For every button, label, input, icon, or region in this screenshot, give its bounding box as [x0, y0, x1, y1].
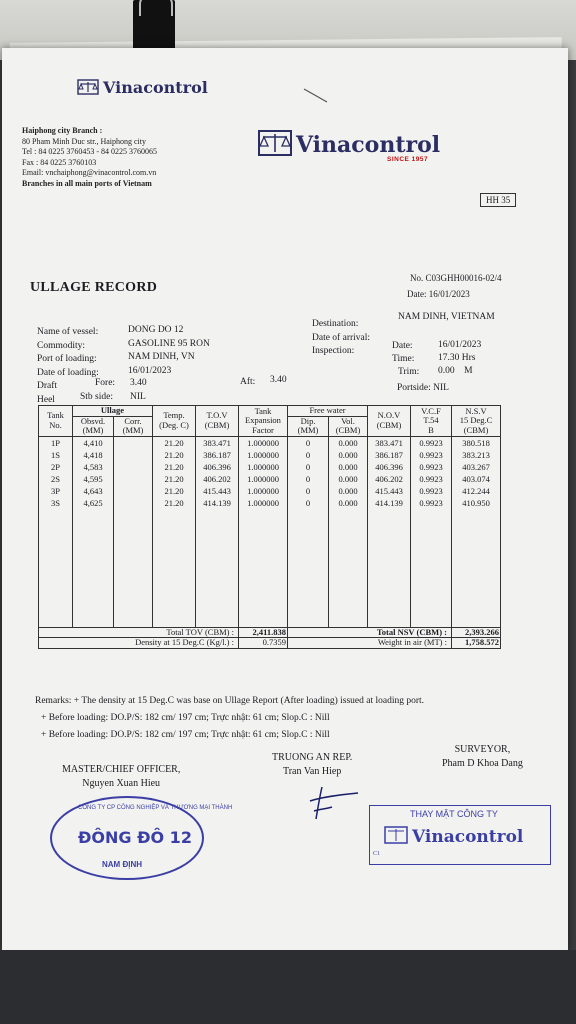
total-tov-value: 2,411.838	[239, 627, 288, 638]
scale-logo-icon	[77, 79, 99, 99]
cell-vol-2s: 0.000	[338, 473, 358, 484]
cell-tank-3s: 3S	[51, 497, 60, 508]
vinacontrol-stamp	[369, 805, 551, 865]
table-header-row-1	[39, 406, 501, 417]
document-page	[2, 48, 568, 950]
binder-clip	[133, 0, 175, 50]
th-tank-label: Tank	[47, 410, 64, 421]
th-temp	[153, 406, 196, 437]
surveyor-signature	[442, 743, 523, 771]
time-value: 17.30 Hrs	[438, 353, 476, 363]
top-logo	[77, 78, 208, 99]
trim-unit: M	[464, 366, 473, 376]
cell-nov-2p: 406.396	[375, 461, 403, 472]
col-nsv	[452, 436, 501, 627]
cell-tank-1p: 1P	[51, 437, 60, 448]
cell-vcf-3p: 0.9923	[419, 485, 443, 496]
inspection-date: 16/01/2023	[438, 340, 482, 350]
destination-label: Destination:	[312, 319, 359, 329]
th-ullage: Ullage	[73, 406, 153, 417]
th-observed	[73, 416, 114, 436]
voyage-labels	[312, 318, 370, 359]
branch-tel: Tel : 84 0225 3760453 - 84 0225 3760065	[22, 147, 157, 156]
stb-label: Stb side:	[80, 392, 113, 402]
total-tov-row	[39, 627, 501, 638]
inspection-labels	[392, 340, 419, 379]
cell-nov-2s: 406.202	[375, 473, 403, 484]
cell-nov-3p: 415.443	[375, 485, 403, 496]
inspection-values	[438, 339, 481, 378]
th-nsv	[452, 406, 501, 437]
col-tank	[39, 436, 73, 627]
seal-center-text: ĐÔNG ĐÔ 12	[78, 828, 192, 847]
col-vol	[329, 436, 368, 627]
document-date: Date: 16/01/2023	[407, 289, 470, 299]
cell-temp-2p: 21.20	[164, 461, 184, 472]
inspection-label: Inspection:	[312, 346, 355, 356]
cell-temp-3p: 21.20	[164, 485, 184, 496]
cell-temp-1p: 21.20	[164, 437, 184, 448]
document-title: ULLAGE RECORD	[30, 280, 158, 295]
cell-temp-2s: 21.20	[164, 473, 184, 484]
total-nsv-label: Total NSV (CBM) :	[288, 627, 452, 638]
stamp-logo-text: Vinacontrol	[412, 827, 524, 847]
total-tov-label: Total TOV (CBM) :	[39, 627, 239, 638]
rep-signature	[272, 751, 352, 779]
aft-value: 3.40	[270, 375, 287, 385]
th-tov-label: T.O.V	[206, 410, 228, 421]
cell-obs-3p: 4,643	[83, 485, 103, 496]
cell-obs-3s: 4,625	[83, 497, 103, 508]
master-name: Nguyen Xuan Hieu	[82, 778, 161, 789]
cell-factor-1p: 1.000000	[247, 437, 279, 448]
branch-info	[22, 126, 157, 189]
cell-obs-1s: 4,418	[83, 449, 103, 460]
th-tov-unit: (CBM)	[204, 419, 230, 430]
remark-3: + Before loading: DO.P/S: 182 cm/ 197 cm; Trực nhật: 61 cm; Slop.C : Nill	[41, 730, 330, 740]
cell-vcf-1p: 0.9923	[419, 437, 443, 448]
form-code: HH 35	[480, 193, 516, 207]
th-vcf	[411, 406, 452, 437]
th-corr-unit: (MM)	[122, 425, 144, 435]
remarks	[35, 693, 424, 744]
cell-tank-2p: 2P	[51, 461, 60, 472]
cell-factor-1s: 1.000000	[247, 449, 279, 460]
weight-label: Weight in air (MT) :	[288, 638, 452, 649]
portside-row	[397, 383, 449, 393]
stamp-company-label: THAY MẶT CÔNG TY	[410, 809, 498, 819]
th-vol-label: Vol.	[341, 415, 355, 426]
th-exp-tank: Tank	[254, 405, 272, 416]
cell-dip-3p: 0	[305, 485, 311, 496]
cell-nsv-3s: 410.950	[462, 497, 490, 508]
th-vcf-table: T.54	[423, 415, 439, 425]
cell-vol-1s: 0.000	[338, 449, 358, 460]
remark-2: + Before loading: DO.P/S: 182 cm/ 197 cm; Trực nhật: 61 cm; Slop.C : Nill	[41, 713, 330, 723]
cell-dip-1p: 0	[305, 437, 311, 448]
cell-factor-3p: 1.000000	[247, 485, 279, 496]
branch-email: Email: vnchaiphong@vinacontrol.com.vn	[22, 168, 157, 177]
col-vcf	[411, 436, 452, 627]
cell-vcf-2s: 0.9923	[419, 473, 443, 484]
branch-address: 80 Pham Minh Duc str., Haiphong city	[22, 136, 146, 146]
vessel-name-label: Name of vessel:	[37, 327, 99, 337]
document-number: No. C03GHH00016-02/4	[410, 273, 502, 283]
trim-value: 0.00	[438, 366, 455, 376]
th-tank	[39, 406, 73, 437]
cell-tov-1p: 383.471	[203, 437, 231, 448]
col-factor	[239, 436, 288, 627]
th-nov-label: N.O.V	[377, 410, 401, 421]
col-temp	[153, 436, 196, 627]
th-obs-unit: (MM)	[82, 425, 104, 435]
cell-tov-3p: 415.443	[203, 485, 231, 496]
company-seal	[50, 796, 233, 880]
cell-vol-2p: 0.000	[338, 461, 358, 472]
surveyor-name: Pham D Khoa Dang	[442, 758, 523, 769]
th-vcf-label: V.C.F	[421, 405, 441, 416]
th-corr-label: Corr.	[124, 415, 142, 426]
aft-label: Aft:	[240, 377, 256, 387]
th-temp-unit: (Deg. C)	[159, 419, 189, 430]
cell-tank-1s: 1S	[51, 449, 60, 460]
cell-nsv-2s: 403.074	[462, 473, 490, 484]
rep-title: TRUONG AN REP.	[272, 752, 353, 763]
seal-ring-text: CÔNG TY CP CÔNG NGHIỆP VÀ THƯƠNG MẠI THÀNH	[78, 805, 233, 811]
table-body-row	[39, 436, 501, 627]
branch-fax: Fax : 84 0225 3760103	[22, 157, 97, 167]
th-vol-unit: (CBM)	[335, 425, 361, 435]
port-loading-label: Port of loading:	[37, 354, 97, 364]
fore-label: Fore:	[95, 378, 116, 388]
col-nov	[368, 436, 411, 627]
cell-tov-2p: 406.396	[203, 461, 231, 472]
draft-label: Draft	[37, 381, 58, 391]
cell-nsv-2p: 403.267	[462, 461, 490, 472]
density-label: Density at 15 Deg.C (Kg/l.) :	[39, 638, 239, 649]
stamp-logo	[384, 826, 523, 849]
inspection-date-label: Date:	[392, 341, 413, 351]
since-label: SINCE 1957	[387, 156, 429, 163]
destination-value: NAM DINH, VIETNAM	[398, 312, 495, 322]
th-vcf-b: B	[428, 424, 434, 435]
density-row	[39, 638, 501, 649]
cell-vol-3p: 0.000	[338, 485, 358, 496]
th-temp-label: Temp.	[163, 410, 185, 421]
th-vol	[329, 416, 368, 436]
cell-vcf-2p: 0.9923	[419, 461, 443, 472]
col-obs	[73, 436, 114, 627]
cell-obs-2s: 4,595	[83, 473, 103, 484]
th-exp-label: Expansion	[245, 415, 281, 425]
top-logo-text: Vinacontrol	[103, 78, 208, 97]
weight-value: 1,758.572	[452, 638, 501, 649]
cell-tov-2s: 406.202	[203, 473, 231, 484]
col-dip	[288, 436, 329, 627]
th-obs-label: Obsvd.	[80, 415, 106, 426]
th-tank-no: No.	[49, 419, 62, 430]
cell-vol-3s: 0.000	[338, 497, 358, 508]
remark-1: Remarks: + The density at 15 Deg.C was base on Ullage Report (After loading) issued at loading port.	[35, 696, 425, 706]
seal-bottom-text: NAM ĐỊNH	[102, 860, 142, 869]
surveyor-title: SURVEYOR,	[454, 744, 511, 755]
trim-label: Trim:	[398, 367, 420, 377]
cell-nov-1s: 386.187	[375, 449, 403, 460]
th-corrected	[114, 416, 153, 436]
cell-nsv-3p: 412.244	[462, 485, 490, 496]
branch-name: Haiphong city Branch :	[22, 126, 103, 135]
branch-ports: Branches in all main ports of Vietnam	[22, 178, 152, 188]
pen-mark	[302, 86, 332, 106]
rep-name: Tran Van Hiep	[282, 766, 342, 777]
col-tov	[196, 436, 239, 627]
cell-temp-1s: 21.20	[164, 449, 184, 460]
port-loading: NAM DINH, VN	[128, 352, 195, 362]
th-nsv-label: N.S.V	[465, 405, 487, 416]
cell-tov-3s: 414.139	[203, 497, 231, 508]
cell-nov-3s: 414.139	[375, 497, 403, 508]
cell-tov-1s: 386.187	[203, 449, 231, 460]
main-logo-text: Vinacontrol	[296, 132, 441, 158]
arrival-label: Date of arrival:	[312, 332, 371, 343]
commodity-label: Commodity:	[37, 340, 86, 351]
cell-tank-3p: 3P	[51, 485, 60, 496]
time-label: Time:	[392, 354, 415, 364]
cell-nsv-1p: 380.518	[462, 437, 490, 448]
cell-obs-1p: 4,410	[83, 437, 103, 448]
cell-dip-3s: 0	[305, 497, 311, 508]
vessel-name: DONG DO 12	[128, 325, 184, 335]
cell-factor-2s: 1.000000	[247, 473, 279, 484]
trim-row	[438, 365, 481, 378]
date-loading-label: Date of loading:	[37, 367, 99, 378]
cell-tank-2s: 2S	[51, 473, 60, 484]
portside-value: NIL	[433, 383, 449, 393]
th-exp-factor: Factor	[252, 424, 274, 435]
th-nsv-temp: 15 Deg.C	[459, 415, 493, 425]
col-corr	[114, 436, 153, 627]
desk-bottom	[0, 950, 576, 1024]
cell-vcf-1s: 0.9923	[419, 449, 443, 460]
scale-logo-icon	[384, 826, 408, 849]
cell-factor-2p: 1.000000	[247, 461, 279, 472]
cell-dip-2s: 0	[305, 473, 311, 484]
cell-dip-1s: 0	[305, 449, 311, 460]
cell-vol-1p: 0.000	[338, 437, 358, 448]
th-dip-label: Dip.	[300, 415, 316, 426]
fore-value: 3.40	[130, 378, 147, 388]
scale-logo-icon	[258, 130, 292, 162]
density-value: 0.7359	[239, 638, 288, 649]
cell-temp-3s: 21.20	[164, 497, 184, 508]
th-freewater: Free water	[288, 406, 368, 417]
th-expansion	[239, 406, 288, 437]
th-nsv-unit: (CBM)	[463, 424, 489, 435]
stamp-tag: C1	[373, 851, 381, 857]
ullage-table	[38, 405, 501, 649]
th-tov	[196, 406, 239, 437]
heel-label: Heel	[37, 394, 55, 405]
th-nov	[368, 406, 411, 437]
cell-factor-3s: 1.000000	[247, 497, 279, 508]
master-title: MASTER/CHIEF OFFICER,	[62, 764, 181, 775]
total-nsv-value: 2,393.266	[452, 627, 501, 638]
portside-label: Portside:	[397, 383, 431, 393]
master-signature	[62, 763, 180, 791]
th-dip	[288, 416, 329, 436]
cell-nov-1p: 383.471	[375, 437, 403, 448]
vessel-values	[128, 324, 210, 378]
cell-obs-2p: 4,583	[83, 461, 103, 472]
cell-vcf-3s: 0.9923	[419, 497, 443, 508]
th-dip-unit: (MM)	[297, 425, 319, 435]
commodity: GASOLINE 95 RON	[128, 338, 210, 349]
cell-nsv-1s: 383.213	[462, 449, 490, 460]
cell-dip-2p: 0	[305, 461, 311, 472]
stb-value: NIL	[130, 392, 146, 402]
handwritten-signature	[302, 783, 362, 823]
date-loading: 16/01/2023	[128, 365, 172, 376]
th-nov-unit: (CBM)	[376, 419, 402, 430]
